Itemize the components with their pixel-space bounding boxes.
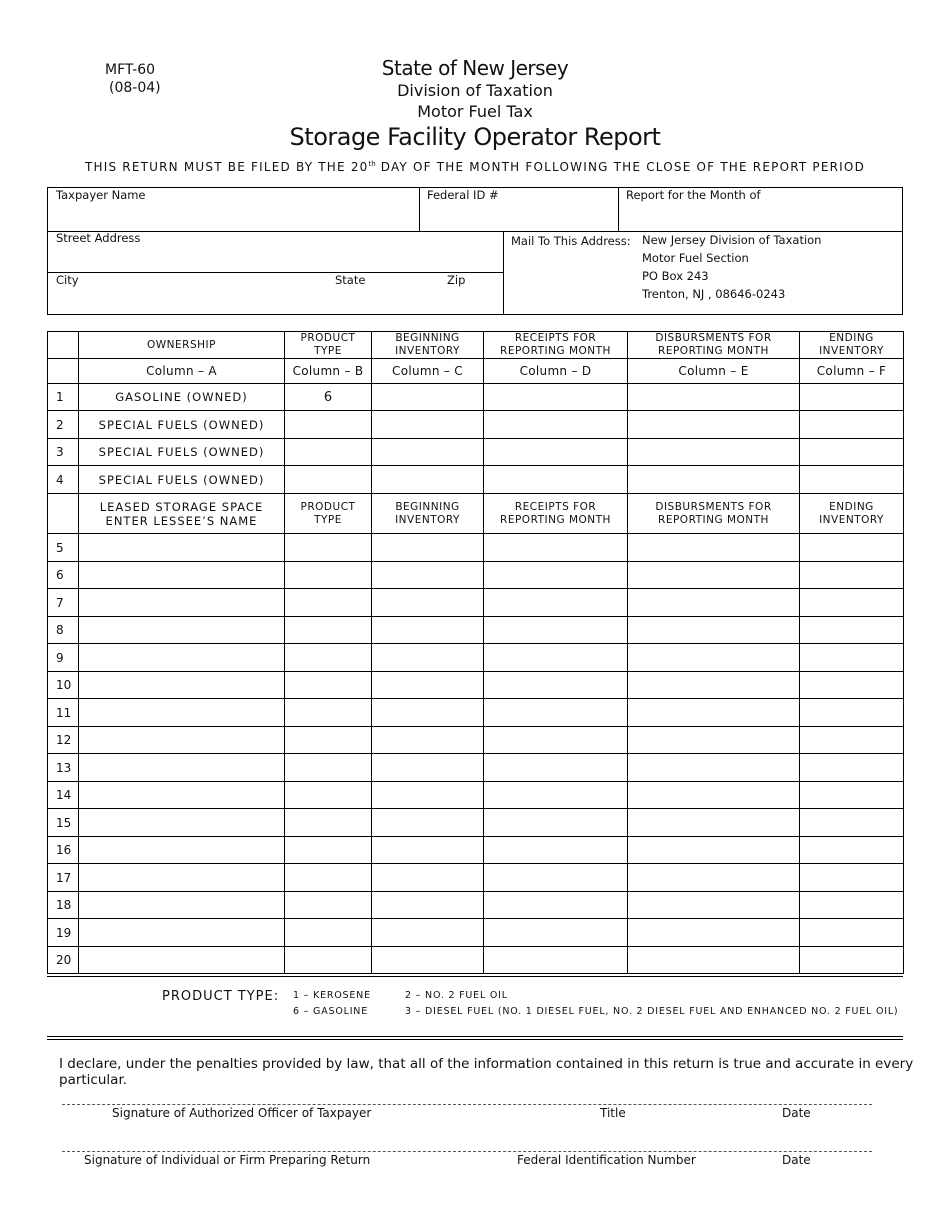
mail-line: New Jersey Division of Taxation — [642, 233, 822, 247]
receipts-cell[interactable] — [484, 782, 628, 809]
taxpayer-info-box — [47, 187, 903, 315]
table-row — [48, 617, 904, 644]
header-ending-inventory: ENDING INVENTORY — [800, 332, 904, 359]
row-number: 19 — [48, 919, 79, 947]
ending-inventory-cell[interactable] — [800, 644, 904, 672]
product-type-item: 6 – GASOLINE — [293, 1006, 369, 1017]
table-row — [48, 919, 904, 947]
receipts-cell[interactable] — [484, 947, 628, 974]
header-ending-inventory: ENDING INVENTORY — [800, 494, 904, 534]
disbursments-cell[interactable] — [628, 644, 800, 672]
beginning-inventory-cell[interactable] — [372, 727, 484, 754]
header-product-type: PRODUCT TYPE — [285, 494, 372, 534]
mail-address — [642, 231, 821, 303]
receipts-cell[interactable] — [484, 439, 628, 466]
taxpayer-name-label: Taxpayer Name — [56, 188, 146, 202]
ending-inventory-cell[interactable] — [800, 384, 904, 411]
beginning-inventory-cell[interactable] — [372, 411, 484, 439]
product-type-cell[interactable] — [285, 617, 372, 644]
header-receipts: RECEIPTS FOR REPORTING MONTH — [484, 494, 628, 534]
receipts-cell[interactable] — [484, 892, 628, 919]
lessee-name-cell[interactable] — [79, 672, 285, 699]
receipts-cell[interactable] — [484, 727, 628, 754]
table-row — [48, 809, 904, 837]
title-block — [0, 56, 950, 152]
product-type-item: 2 – NO. 2 FUEL OIL — [405, 990, 508, 1001]
city-label: City — [56, 273, 79, 287]
mail-to-label: Mail To This Address: — [511, 234, 631, 248]
disbursments-cell[interactable] — [628, 384, 800, 411]
deadline-text-pre: THIS RETURN MUST BE FILED BY THE 20 — [84, 160, 369, 174]
beginning-inventory-cell[interactable] — [372, 892, 484, 919]
receipts-cell[interactable] — [484, 809, 628, 837]
receipts-cell[interactable] — [484, 864, 628, 892]
row-number: 8 — [48, 617, 79, 644]
federal-id-field[interactable] — [427, 188, 499, 202]
date-label: Date — [782, 1153, 811, 1167]
mail-line: Motor Fuel Section — [642, 251, 749, 265]
inventory-table — [47, 331, 904, 974]
receipts-cell[interactable] — [484, 562, 628, 589]
disbursments-cell[interactable] — [628, 754, 800, 782]
beginning-inventory-cell[interactable] — [372, 947, 484, 974]
lessee-name-cell[interactable] — [79, 699, 285, 727]
divider — [47, 1039, 903, 1040]
ownership-cell: SPECIAL FUELS (OWNED) — [79, 466, 285, 494]
ending-inventory-cell[interactable] — [800, 919, 904, 947]
row-number: 7 — [48, 589, 79, 617]
declaration-text: I declare, under the penalties provided by law, that all of the information contained in this return is true and accurate in every particular. — [59, 1056, 914, 1088]
product-type-cell[interactable] — [285, 947, 372, 974]
row-number: 2 — [48, 411, 79, 439]
product-type-cell[interactable] — [285, 727, 372, 754]
product-type-cell[interactable] — [285, 837, 372, 864]
street-address-label: Street Address — [56, 231, 141, 245]
receipts-cell[interactable] — [484, 699, 628, 727]
beginning-inventory-cell[interactable] — [372, 644, 484, 672]
lessee-name-cell[interactable] — [79, 782, 285, 809]
header-ownership: OWNERSHIP — [79, 332, 285, 359]
leased-rows — [48, 534, 904, 974]
lessee-name-cell[interactable] — [79, 947, 285, 974]
lessee-name-cell[interactable] — [79, 919, 285, 947]
table-row — [48, 947, 904, 974]
table-header-row — [48, 332, 904, 359]
ownership-cell: GASOLINE (OWNED) — [79, 384, 285, 411]
lessee-name-cell[interactable] — [79, 864, 285, 892]
tax-name: Motor Fuel Tax — [417, 102, 533, 121]
ending-inventory-cell[interactable] — [800, 411, 904, 439]
street-address-field[interactable] — [56, 231, 140, 245]
disbursments-cell[interactable] — [628, 919, 800, 947]
product-type-cell[interactable] — [285, 754, 372, 782]
product-type-cell[interactable] — [285, 644, 372, 672]
disbursments-cell[interactable] — [628, 782, 800, 809]
table-row — [48, 644, 904, 672]
disbursments-cell[interactable] — [628, 809, 800, 837]
table-row — [48, 589, 904, 617]
federal-identification-label: Federal Identification Number — [517, 1153, 696, 1167]
table-row — [48, 411, 904, 439]
column-d: Column – D — [484, 359, 628, 384]
receipts-cell[interactable] — [484, 644, 628, 672]
row-number: 20 — [48, 947, 79, 974]
deadline-superscript: th — [368, 160, 376, 168]
disbursments-cell[interactable] — [628, 562, 800, 589]
zip-label: Zip — [447, 273, 466, 287]
row-number: 15 — [48, 809, 79, 837]
disbursments-cell[interactable] — [628, 699, 800, 727]
beginning-inventory-cell[interactable] — [372, 837, 484, 864]
leased-header-row — [48, 494, 904, 534]
row-number: 16 — [48, 837, 79, 864]
beginning-inventory-cell[interactable] — [372, 562, 484, 589]
row-number: 10 — [48, 672, 79, 699]
disbursments-cell[interactable] — [628, 589, 800, 617]
ownership-cell: SPECIAL FUELS (OWNED) — [79, 411, 285, 439]
table-row — [48, 782, 904, 809]
lessee-name-cell[interactable] — [79, 562, 285, 589]
ending-inventory-cell[interactable] — [800, 562, 904, 589]
product-type-cell[interactable] — [285, 411, 372, 439]
row-number: 12 — [48, 727, 79, 754]
column-b: Column – B — [285, 359, 372, 384]
product-type-cell[interactable] — [285, 589, 372, 617]
title-label: Title — [600, 1106, 626, 1120]
receipts-cell[interactable] — [484, 617, 628, 644]
beginning-inventory-cell[interactable] — [372, 439, 484, 466]
header-leased-storage: LEASED STORAGE SPACE ENTER LESSEE’S NAME — [79, 494, 285, 534]
lessee-name-cell[interactable] — [79, 837, 285, 864]
beginning-inventory-cell[interactable] — [372, 754, 484, 782]
beginning-inventory-cell[interactable] — [372, 864, 484, 892]
product-type-cell[interactable] — [285, 699, 372, 727]
signature-line-2[interactable] — [62, 1151, 872, 1152]
row-number: 5 — [48, 534, 79, 562]
ending-inventory-cell[interactable] — [800, 617, 904, 644]
mail-line: Trenton, NJ , 08646-0243 — [642, 287, 786, 301]
ending-inventory-cell[interactable] — [800, 892, 904, 919]
product-type-cell[interactable] — [285, 562, 372, 589]
receipts-cell[interactable] — [484, 919, 628, 947]
filing-deadline — [0, 160, 950, 174]
header-product-type: PRODUCT TYPE — [285, 332, 372, 359]
ending-inventory-cell[interactable] — [800, 699, 904, 727]
ending-inventory-cell[interactable] — [800, 782, 904, 809]
table-row — [48, 672, 904, 699]
lessee-name-cell[interactable] — [79, 534, 285, 562]
beginning-inventory-cell[interactable] — [372, 617, 484, 644]
product-type-cell[interactable] — [285, 534, 372, 562]
lessee-name-cell[interactable] — [79, 727, 285, 754]
table-row — [48, 534, 904, 562]
product-type-cell[interactable] — [285, 892, 372, 919]
ownership-cell: SPECIAL FUELS (OWNED) — [79, 439, 285, 466]
product-type-label: PRODUCT TYPE: — [162, 989, 280, 1004]
beginning-inventory-cell[interactable] — [372, 589, 484, 617]
disbursments-cell[interactable] — [628, 672, 800, 699]
ending-inventory-cell[interactable] — [800, 947, 904, 974]
lessee-name-cell[interactable] — [79, 809, 285, 837]
row-number: 1 — [48, 384, 79, 411]
table-row — [48, 892, 904, 919]
beginning-inventory-cell[interactable] — [372, 782, 484, 809]
table-row — [48, 439, 904, 466]
product-type-cell[interactable] — [285, 439, 372, 466]
row-number: 6 — [48, 562, 79, 589]
table-bottom-rule — [47, 976, 903, 977]
table-row — [48, 864, 904, 892]
row-number: 18 — [48, 892, 79, 919]
ending-inventory-cell[interactable] — [800, 534, 904, 562]
column-f: Column – F — [800, 359, 904, 384]
state-name: State of New Jersey — [381, 56, 569, 80]
page-title: Storage Facility Operator Report — [289, 123, 661, 151]
header-disbursments: DISBURSMENTS FOR REPORTING MONTH — [628, 332, 800, 359]
form-id: MFT-60 — [105, 62, 156, 78]
product-type-item: 3 – DIESEL FUEL (NO. 1 DIESEL FUEL, NO. 2 DIESEL FUEL AND ENHANCED NO. 2 FUEL OIL) — [405, 1006, 899, 1017]
ending-inventory-cell[interactable] — [800, 439, 904, 466]
lessee-name-cell[interactable] — [79, 892, 285, 919]
product-type-cell[interactable]: 6 — [285, 384, 372, 411]
beginning-inventory-cell[interactable] — [372, 672, 484, 699]
receipts-cell[interactable] — [484, 837, 628, 864]
receipts-cell[interactable] — [484, 384, 628, 411]
product-type-cell[interactable] — [285, 466, 372, 494]
divider — [47, 1036, 903, 1037]
city-field[interactable] — [56, 273, 79, 287]
disbursments-cell[interactable] — [628, 411, 800, 439]
lessee-name-cell[interactable] — [79, 754, 285, 782]
ending-inventory-cell[interactable] — [800, 672, 904, 699]
beginning-inventory-cell[interactable] — [372, 466, 484, 494]
division-name: Division of Taxation — [397, 81, 553, 100]
product-type-cell[interactable] — [285, 919, 372, 947]
ending-inventory-cell[interactable] — [800, 754, 904, 782]
report-month-field[interactable] — [626, 188, 761, 202]
signature-officer-label: Signature of Authorized Officer of Taxpayer — [112, 1106, 372, 1120]
table-row — [48, 466, 904, 494]
row-number: 4 — [48, 466, 79, 494]
lessee-name-cell[interactable] — [79, 617, 285, 644]
table-row — [48, 562, 904, 589]
beginning-inventory-cell[interactable] — [372, 534, 484, 562]
receipts-cell[interactable] — [484, 672, 628, 699]
signature-line-1[interactable] — [62, 1104, 872, 1105]
table-row — [48, 837, 904, 864]
column-e: Column – E — [628, 359, 800, 384]
deadline-text-post: DAY OF THE MONTH FOLLOWING THE CLOSE OF THE REPORT PERIOD — [375, 160, 866, 174]
disbursments-cell[interactable] — [628, 947, 800, 974]
report-month-label: Report for the Month of — [626, 188, 761, 202]
product-type-cell[interactable] — [285, 782, 372, 809]
product-type-item: 1 – KEROSENE — [293, 990, 371, 1001]
zip-field[interactable] — [447, 273, 465, 287]
disbursments-cell[interactable] — [628, 466, 800, 494]
row-number: 3 — [48, 439, 79, 466]
federal-id-label: Federal ID # — [427, 188, 499, 202]
disbursments-cell[interactable] — [628, 837, 800, 864]
product-type-cell[interactable] — [285, 864, 372, 892]
table-row — [48, 699, 904, 727]
disbursments-cell[interactable] — [628, 892, 800, 919]
beginning-inventory-cell[interactable] — [372, 809, 484, 837]
receipts-cell[interactable] — [484, 411, 628, 439]
receipts-cell[interactable] — [484, 466, 628, 494]
header-receipts: RECEIPTS FOR REPORTING MONTH — [484, 332, 628, 359]
ending-inventory-cell[interactable] — [800, 589, 904, 617]
receipts-cell[interactable] — [484, 534, 628, 562]
row-number: 11 — [48, 699, 79, 727]
date-label: Date — [782, 1106, 811, 1120]
header-beginning-inventory: BEGINNING INVENTORY — [372, 494, 484, 534]
ending-inventory-cell[interactable] — [800, 466, 904, 494]
table-row — [48, 754, 904, 782]
disbursments-cell[interactable] — [628, 439, 800, 466]
state-field[interactable] — [335, 273, 365, 287]
receipts-cell[interactable] — [484, 754, 628, 782]
row-number: 9 — [48, 644, 79, 672]
product-type-cell[interactable] — [285, 672, 372, 699]
column-letters-row — [48, 359, 904, 384]
table-row — [48, 384, 904, 411]
disbursments-cell[interactable] — [628, 727, 800, 754]
taxpayer-name-field[interactable] — [56, 188, 146, 202]
mail-line: PO Box 243 — [642, 269, 709, 283]
receipts-cell[interactable] — [484, 589, 628, 617]
disbursments-cell[interactable] — [628, 617, 800, 644]
column-a: Column – A — [79, 359, 285, 384]
ending-inventory-cell[interactable] — [800, 809, 904, 837]
ending-inventory-cell[interactable] — [800, 727, 904, 754]
product-type-cell[interactable] — [285, 809, 372, 837]
disbursments-cell[interactable] — [628, 864, 800, 892]
beginning-inventory-cell[interactable] — [372, 384, 484, 411]
beginning-inventory-cell[interactable] — [372, 919, 484, 947]
beginning-inventory-cell[interactable] — [372, 699, 484, 727]
ending-inventory-cell[interactable] — [800, 864, 904, 892]
header-disbursments: DISBURSMENTS FOR REPORTING MONTH — [628, 494, 800, 534]
disbursments-cell[interactable] — [628, 534, 800, 562]
column-c: Column – C — [372, 359, 484, 384]
lessee-name-cell[interactable] — [79, 644, 285, 672]
table-row — [48, 727, 904, 754]
row-number: 13 — [48, 754, 79, 782]
ending-inventory-cell[interactable] — [800, 837, 904, 864]
row-number: 17 — [48, 864, 79, 892]
lessee-name-cell[interactable] — [79, 589, 285, 617]
form-revision: (08-04) — [109, 80, 161, 96]
state-label: State — [335, 273, 366, 287]
row-number: 14 — [48, 782, 79, 809]
signature-preparer-label: Signature of Individual or Firm Preparing Return — [84, 1153, 371, 1167]
header-beginning-inventory: BEGINNING INVENTORY — [372, 332, 484, 359]
